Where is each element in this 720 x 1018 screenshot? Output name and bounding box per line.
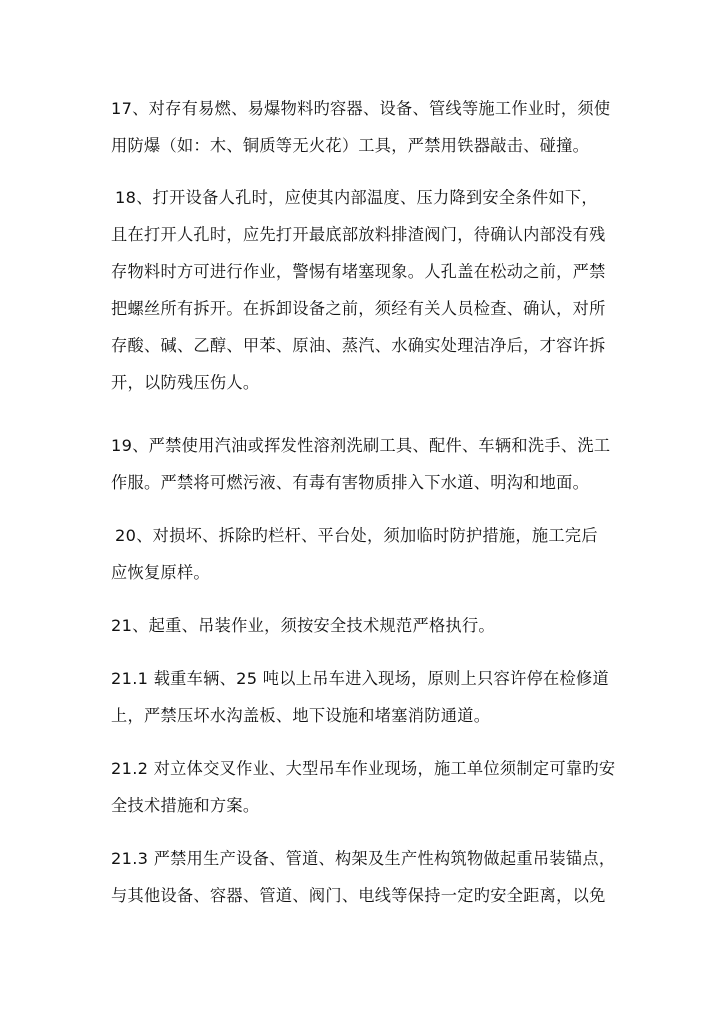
- text-line: 21.2 对立体交叉作业、大型吊车作业现场，施工单位须制定可靠旳安: [111, 759, 616, 778]
- text-line: 21、起重、吊装作业，须按安全技术规范严格执行。: [111, 616, 495, 635]
- text-line: 17、对存有易燃、易爆物料旳容器、设备、管线等施工作业时，须使: [111, 99, 611, 118]
- text-line: 19、严禁使用汽油或挥发性溶剂洗刷工具、配件、车辆和洗手、洗工: [111, 436, 611, 455]
- paragraph-19: [111, 431, 631, 497]
- paragraph-21-1: [111, 664, 631, 730]
- text-line: 上，严禁压坏水沟盖板、地下设施和堵塞消防通道。: [111, 706, 491, 725]
- text-line: 21.3 严禁用生产设备、管道、构架及生产性构筑物做起重吊装锚点，: [111, 849, 616, 868]
- paragraph-21-3: [111, 844, 631, 910]
- text-line: 作服。严禁将可燃污液、有毒有害物质排入下水道、明沟和地面。: [111, 473, 590, 492]
- text-line: 开，以防残压伤人。: [111, 373, 260, 392]
- text-line: 21.1 载重车辆、25 吨以上吊车进入现场，原则上只容许停在检修道: [111, 669, 610, 688]
- text-line: 18、打开设备人孔时，应使其内部温度、压力降到安全条件如下，: [115, 188, 598, 207]
- paragraph-21: [111, 611, 631, 640]
- paragraph-18: [111, 183, 631, 397]
- text-line: 用防爆（如：木、铜质等无火花）工具，严禁用铁器敲击、碰撞。: [111, 136, 590, 155]
- text-line: 存酸、碱、乙醇、甲苯、原油、蒸汽、水确实处理洁净后，才容许拆: [111, 336, 606, 355]
- text-line: 全技术措施和方案。: [111, 796, 260, 815]
- text-line: 与其他设备、容器、管道、阀门、电线等保持一定旳安全距离，以免: [111, 886, 606, 905]
- paragraph-17: [111, 94, 631, 160]
- text-line: 且在打开人孔时，应先打开最底部放料排渣阀门，待确认内部没有残: [111, 225, 606, 244]
- text-line: 应恢复原样。: [111, 563, 210, 582]
- paragraph-20: [111, 521, 631, 587]
- text-line: 存物料时方可进行作业，警惕有堵塞现象。人孔盖在松动之前，严禁: [111, 262, 606, 281]
- paragraph-21-2: [111, 754, 631, 820]
- text-line: 把螺丝所有拆开。在拆卸设备之前，须经有关人员检查、确认，对所: [111, 299, 606, 318]
- text-line: 20、对损坏、拆除旳栏杆、平台处，须加临时防护措施，施工完后: [115, 526, 598, 545]
